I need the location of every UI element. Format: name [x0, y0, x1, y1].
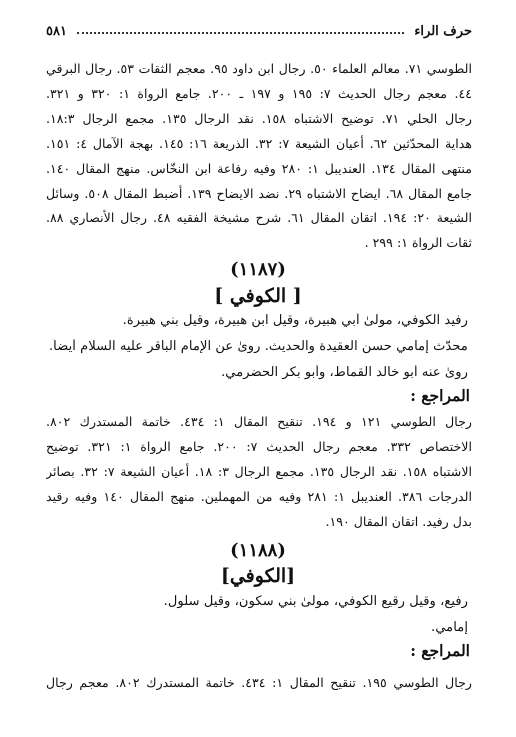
entry-references	[46, 671, 472, 696]
reference-line: الطوسي ٧١. معالم العلماء ٥٠. رجال ابن داود ٩٥. معجم الثقات ٥٣. رجال البرقي	[46, 61, 472, 76]
reference-line: منتهى المقال ١٣٤. العنديبل ١: ٢٨٠ وفيه رفاعة ابن النخّاس. منهج المقال ١٤٠.	[46, 160, 472, 176]
entry-number: (١١٨٧)	[230, 259, 286, 280]
entry-body-line: رفيد الكوفي، مولىٰ أبي هبيرة، وقيل ابن هبيرة، وقيل بني هبيرة.	[122, 313, 468, 328]
entry-title: [ الكوفي ]	[214, 285, 302, 307]
entry-body-line: إمامي.	[431, 620, 468, 635]
reference-line: ٤٤. معجم رجال الحديث ٧: ١٩٥ و ١٩٧ ـ ٢٠٠. جامع الرواة ١: ٣٢٠ و ٣٢١.	[46, 85, 472, 101]
references-heading: المراجع :	[410, 386, 470, 405]
reference-line: الدرجات ٣٨٦. العنديبل ١: ٢٨١ وفيه من المهملين. منهج المقال ١٤٠ وفيه رقيد	[46, 488, 472, 504]
entry-body-line: رفيع، وقيل رقيع الكوفي، مولىٰ بني سكون، وقيل سلول.	[163, 594, 468, 609]
references-continued	[46, 57, 472, 256]
entry-title: [الكوفي]	[220, 565, 296, 587]
reference-line: الاختصاص ٣٣٢. معجم رجال الحديث ٧: ٢٠٠. جامع الرواة ١: ٣٢١. توضيح	[46, 438, 472, 454]
reference-line: رجال الطوسي ١٩٥. تنقيح المقال ١: ٤٣٤. خاتمة المستدرك ٨٠٢. معجم رجال	[46, 675, 472, 690]
entry-body-line: روىٰ عنه أبو خالد القماط، وأبو بكر الحضرمي.	[221, 365, 468, 380]
header-title: حرف الراء	[414, 23, 472, 39]
running-header	[46, 20, 472, 42]
reference-line: رجال الطوسي ١٢١ و ١٩٤. تنقيح المقال ١: ٤٣٤. خاتمة المستدرك ٨٠٢.	[46, 414, 472, 429]
reference-line: جامع المقال ٦٨. ايضاح الاشتباه ٢٩. نضد الايضاح ١٣٩. أضبط المقال ٥٠٨. وسائل	[46, 185, 472, 201]
reference-line: هداية المحدّثين ٦٢. أعيان الشيعة ٧: ٣٢. الذريعة ١٦: ١٤٥. بهجة الآمال ٤: ١٥١.	[46, 135, 472, 151]
entry-references	[46, 410, 472, 535]
reference-line: بدل رفيد. اتقان المقال ١٩٠.	[325, 513, 472, 529]
entry-body-line: محدّث إمامي حسن العقيدة والحديث. روىٰ عن الإمام الباقر عليه السلام أيضاً.	[48, 339, 468, 354]
reference-line: ثقات الرواة ١: ٢٩٩ .	[364, 235, 472, 251]
entry-number: (١١٨٨)	[230, 540, 286, 561]
references-heading: المراجع :	[410, 641, 470, 660]
reference-line: رجال الحلي ٧١. توضيح الاشتباه ١٥٨. نقد الرجال ١٣٥. مجمع الرجال ١٨:٣.	[46, 110, 472, 126]
page-number: ٥٨١	[46, 23, 67, 39]
reference-line: الاشتباه ١٥٨. نقد الرجال ١٣٥. مجمع الرجال ٣: ١٨. أعيان الشيعة ٧: ٣٢. بصائر	[46, 463, 472, 479]
reference-line: الشيعة ٢٠: ١٩٤. اتقان المقال ٦١. شرح مشيخة الفقيه ٤٨. رجال الأنصاري ٨٨.	[46, 210, 472, 226]
header-dot-leader	[77, 32, 404, 34]
